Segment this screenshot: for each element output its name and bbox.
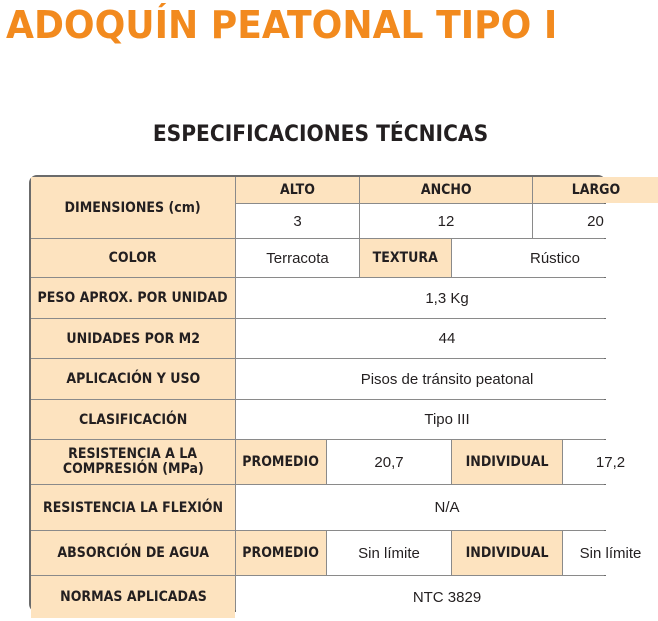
absorption-individual-value: Sin límite xyxy=(563,531,658,575)
compression-individual-value: 17,2 xyxy=(563,440,658,484)
absorption-individual-label: INDIVIDUAL xyxy=(452,531,562,575)
units-per-m2-value: 44 xyxy=(236,319,658,358)
compression-label-line2: COMPRESIÓN (MPa) xyxy=(62,461,204,477)
specifications-table xyxy=(29,175,642,612)
classification-value: Tipo III xyxy=(236,400,658,439)
color-value: Terracota xyxy=(236,239,359,277)
standards-label: NORMAS APLICADAS xyxy=(31,576,235,618)
units-per-m2-label: UNIDADES POR M2 xyxy=(31,319,235,358)
weight-value: 1,3 Kg xyxy=(236,278,658,318)
compression-individual-label: INDIVIDUAL xyxy=(452,440,562,484)
application-value: Pisos de tránsito peatonal xyxy=(236,359,658,399)
page-title: ADOQUÍN PEATONAL TIPO I xyxy=(6,3,558,47)
absorption-average-label: PROMEDIO xyxy=(236,531,326,575)
alto-value: 3 xyxy=(236,204,359,238)
classification-label: CLASIFICACIÓN xyxy=(31,400,235,439)
compression-average-value: 20,7 xyxy=(327,440,451,484)
compression-label xyxy=(31,440,235,484)
flexion-label: RESISTENCIA LA FLEXIÓN xyxy=(31,485,235,530)
texture-value: Rústico xyxy=(452,239,658,277)
largo-header: LARGO xyxy=(533,177,658,203)
alto-header: ALTO xyxy=(236,177,359,203)
ancho-value: 12 xyxy=(360,204,532,238)
section-subtitle: ESPECIFICACIONES TÉCNICAS xyxy=(152,122,489,147)
dimensions-label: DIMENSIONES (cm) xyxy=(31,177,235,238)
color-label: COLOR xyxy=(31,239,235,277)
flexion-value: N/A xyxy=(236,485,658,530)
application-label: APLICACIÓN Y USO xyxy=(31,359,235,399)
largo-value: 20 xyxy=(533,204,658,238)
ancho-header: ANCHO xyxy=(360,177,532,203)
compression-label-line1: RESISTENCIA A LA xyxy=(68,446,198,463)
absorption-average-value: Sin límite xyxy=(327,531,451,575)
standards-value: NTC 3829 xyxy=(236,576,658,618)
absorption-label: ABSORCIÓN DE AGUA xyxy=(31,531,235,575)
weight-label: PESO APROX. POR UNIDAD xyxy=(31,278,235,318)
texture-label: TEXTURA xyxy=(360,239,451,277)
compression-average-label: PROMEDIO xyxy=(236,440,326,484)
